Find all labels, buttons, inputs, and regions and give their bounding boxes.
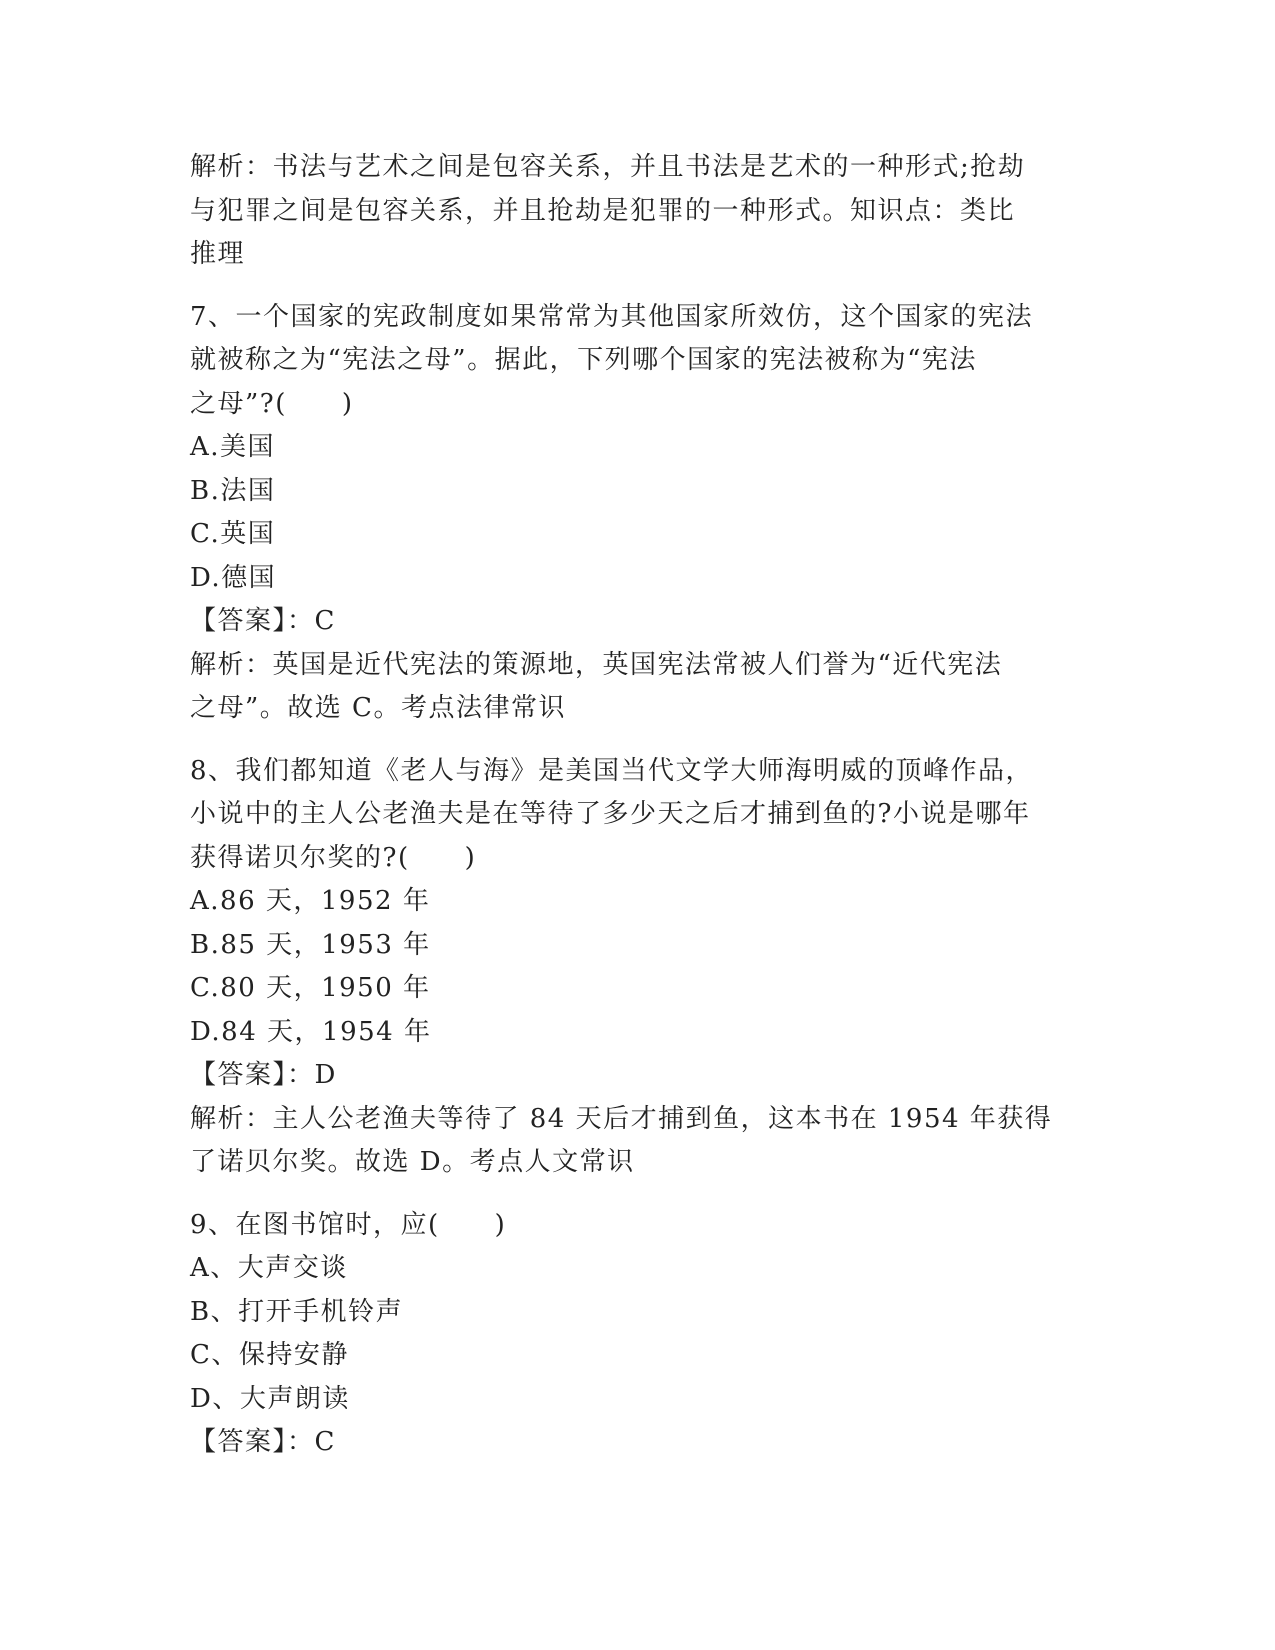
analysis-line: 了诺贝尔奖。故选 D。考点人文常识	[190, 1147, 635, 1177]
option-a: A、大声交谈	[190, 1253, 348, 1283]
option-c: C.英国	[190, 519, 276, 549]
analysis-line: 解析：主人公老渔夫等待了 84 天后才捕到鱼，这本书在 1954 年获得	[190, 1103, 1053, 1134]
option-b: B.法国	[190, 475, 276, 506]
analysis-line: 解析：英国是近代宪法的策源地，英国宪法常被人们誉为“近代宪法	[190, 649, 1003, 680]
section-gap	[190, 1185, 1090, 1204]
question-8	[190, 750, 1090, 1185]
question-9	[190, 1204, 1090, 1465]
document-content	[190, 146, 1090, 1465]
section-gap	[190, 277, 1090, 296]
question-stem-line: 7、一个国家的宪政制度如果常常为其他国家所效仿，这个国家的宪法	[190, 301, 1034, 332]
option-d: D、大声朗读	[190, 1383, 350, 1414]
option-a: A.86 天，1952 年	[190, 886, 431, 916]
question-stem-line: 小说中的主人公老渔夫是在等待了多少天之后才捕到鱼的?小说是哪年	[190, 799, 1031, 829]
analysis-line: 之母”。故选 C。考点法律常识	[190, 693, 566, 723]
section-gap	[190, 731, 1090, 750]
option-c: C、保持安静	[190, 1340, 349, 1370]
analysis-line: 与犯罪之间是包容关系，并且抢劫是犯罪的一种形式。知识点：类比	[190, 195, 1016, 226]
question-stem-line: 就被称之为“宪法之母”。据此，下列哪个国家的宪法被称为“宪法	[190, 345, 977, 375]
analysis-line: 推理	[190, 239, 246, 269]
option-a: A.美国	[190, 432, 276, 462]
option-d: D.德国	[190, 562, 277, 593]
question-stem-line: 之母”?( )	[190, 388, 354, 419]
option-d: D.84 天，1954 年	[190, 1016, 432, 1047]
option-c: C.80 天，1950 年	[190, 973, 431, 1003]
question-stem-line: 9、在图书馆时，应( )	[190, 1209, 507, 1240]
option-b: B.85 天，1953 年	[190, 929, 431, 960]
question-stem-line: 8、我们都知道《老人与海》是美国当代文学大师海明威的顶峰作品，	[190, 755, 1034, 786]
answer-line: 【答案】：C	[190, 1427, 336, 1457]
previous-analysis	[190, 146, 1090, 277]
answer-line: 【答案】：C	[190, 606, 336, 636]
answer-line: 【答案】：D	[190, 1060, 337, 1090]
analysis-line: 解析：书法与艺术之间是包容关系，并且书法是艺术的一种形式;抢劫	[190, 152, 1026, 182]
question-stem-line: 获得诺贝尔奖的?( )	[190, 842, 477, 873]
question-7	[190, 296, 1090, 731]
option-b: B、打开手机铃声	[190, 1296, 404, 1327]
